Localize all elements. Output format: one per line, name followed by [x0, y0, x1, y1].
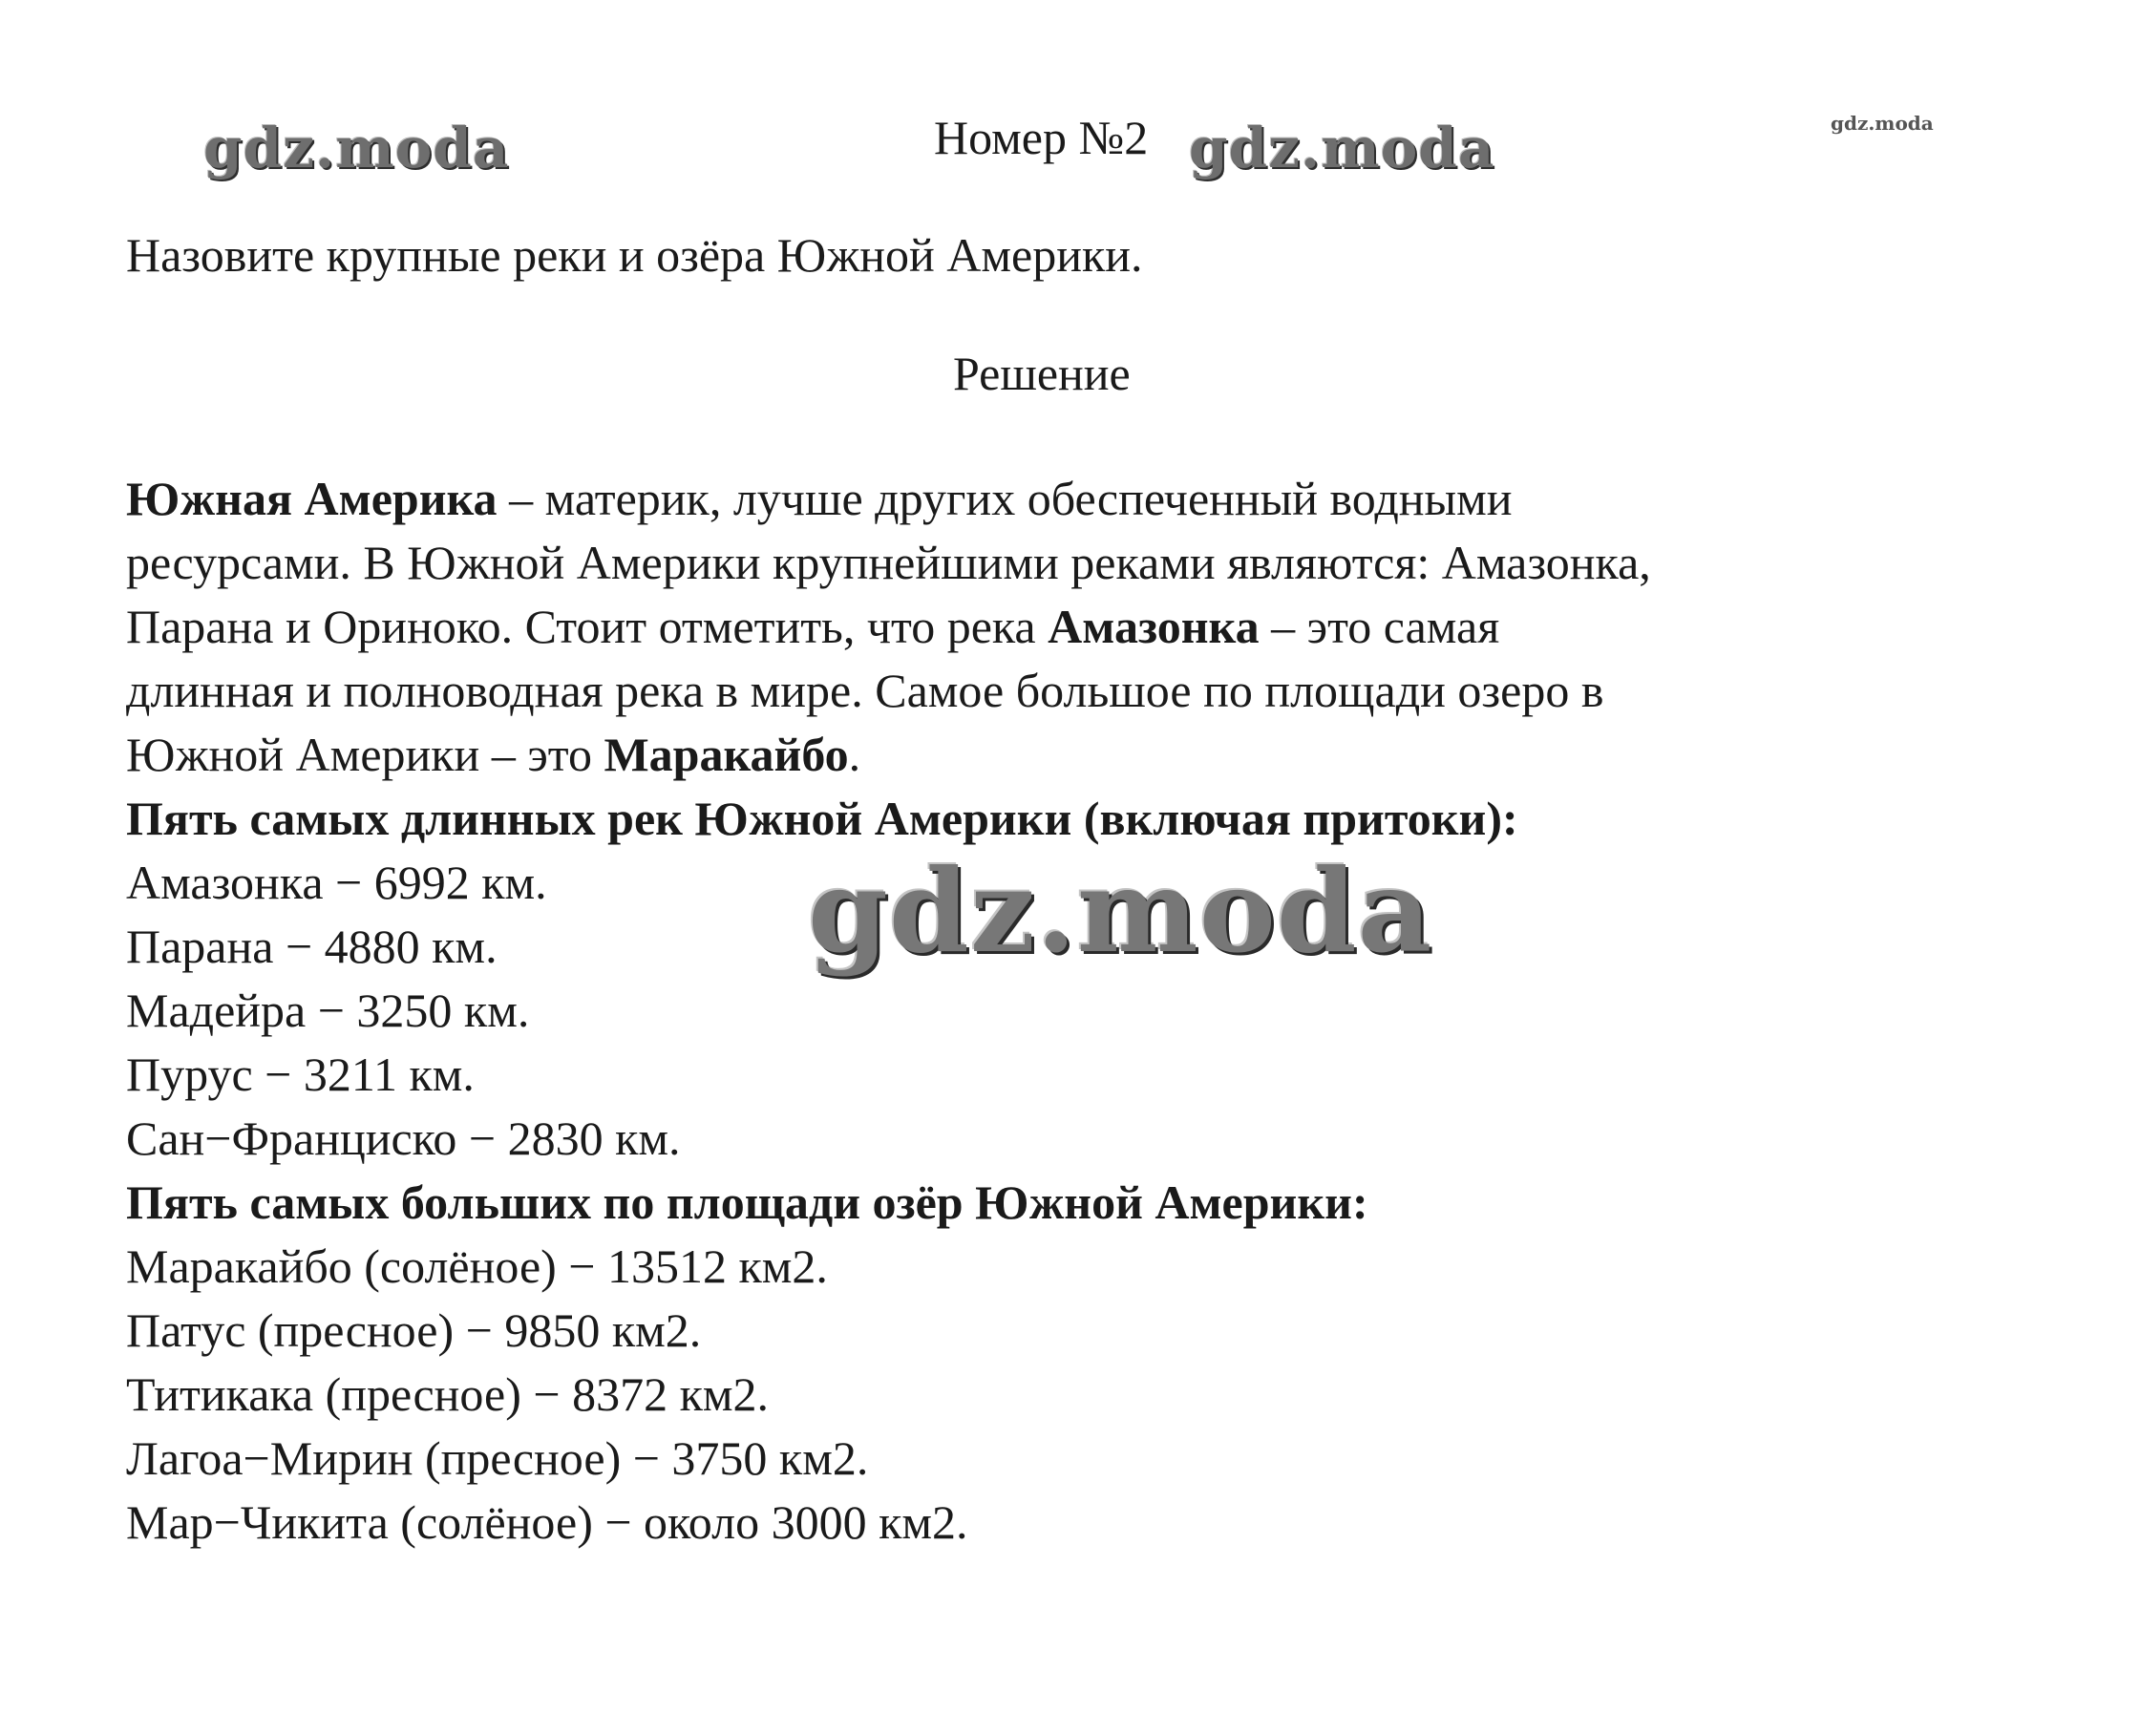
river-item: Мадейра − 3250 км. — [126, 984, 530, 1037]
paragraph-line-3 — [126, 600, 1500, 653]
term-maracaibo: Маракайбо — [604, 728, 849, 781]
watermark-logo-center: gdz.moda — [808, 844, 1433, 979]
paragraph-text: – это самая — [1259, 600, 1500, 653]
watermark-logo-top-right: gdz.moda — [1831, 112, 1934, 135]
paragraph-line-2: ресурсами. В Южной Америки крупнейшими реками являются: Амазонка, — [126, 536, 1651, 589]
paragraph-line-1 — [126, 472, 1513, 525]
river-item: Пурус − 3211 км. — [126, 1048, 475, 1101]
lake-item: Лагоа−Мирин (пресное) − 3750 км2. — [126, 1431, 869, 1485]
paragraph-text: Южной Америки – это — [126, 728, 604, 781]
page-title: Номер №2 — [934, 111, 1149, 164]
solution-heading: Решение — [953, 347, 1131, 400]
river-item: Парана − 4880 км. — [126, 920, 498, 973]
paragraph-line-5 — [126, 728, 861, 781]
paragraph-line-4: длинная и полноводная река в мире. Самое большое по площади озеро в — [126, 664, 1604, 717]
lakes-heading: Пять самых больших по площади озёр Южной Америки: — [126, 1175, 1368, 1229]
river-item: Сан−Франциско − 2830 км. — [126, 1111, 681, 1165]
watermark-logo-top-left: gdz.moda — [203, 116, 510, 180]
watermark-logo-top-center: gdz.moda — [1189, 116, 1495, 180]
lake-item: Мар−Чикита (солёное) − около 3000 км2. — [126, 1495, 968, 1549]
rivers-heading: Пять самых длинных рек Южной Америки (включая притоки): — [126, 792, 1518, 845]
lake-item: Титикака (пресное) − 8372 км2. — [126, 1367, 769, 1421]
paragraph-text: . — [848, 728, 861, 781]
lake-item: Маракайбо (солёное) − 13512 км2. — [126, 1239, 828, 1293]
paragraph-text: – материк, лучше других обеспеченный водными — [497, 472, 1513, 525]
term-south-america: Южная Америка — [126, 472, 498, 525]
term-amazon: Амазонка — [1048, 600, 1260, 653]
lake-item: Патус (пресное) − 9850 км2. — [126, 1303, 702, 1357]
river-item: Амазонка − 6992 км. — [126, 856, 547, 909]
paragraph-text: Парана и Ориноко. Стоит отметить, что река — [126, 600, 1049, 653]
question-text: Назовите крупные реки и озёра Южной Америки. — [126, 228, 1143, 282]
